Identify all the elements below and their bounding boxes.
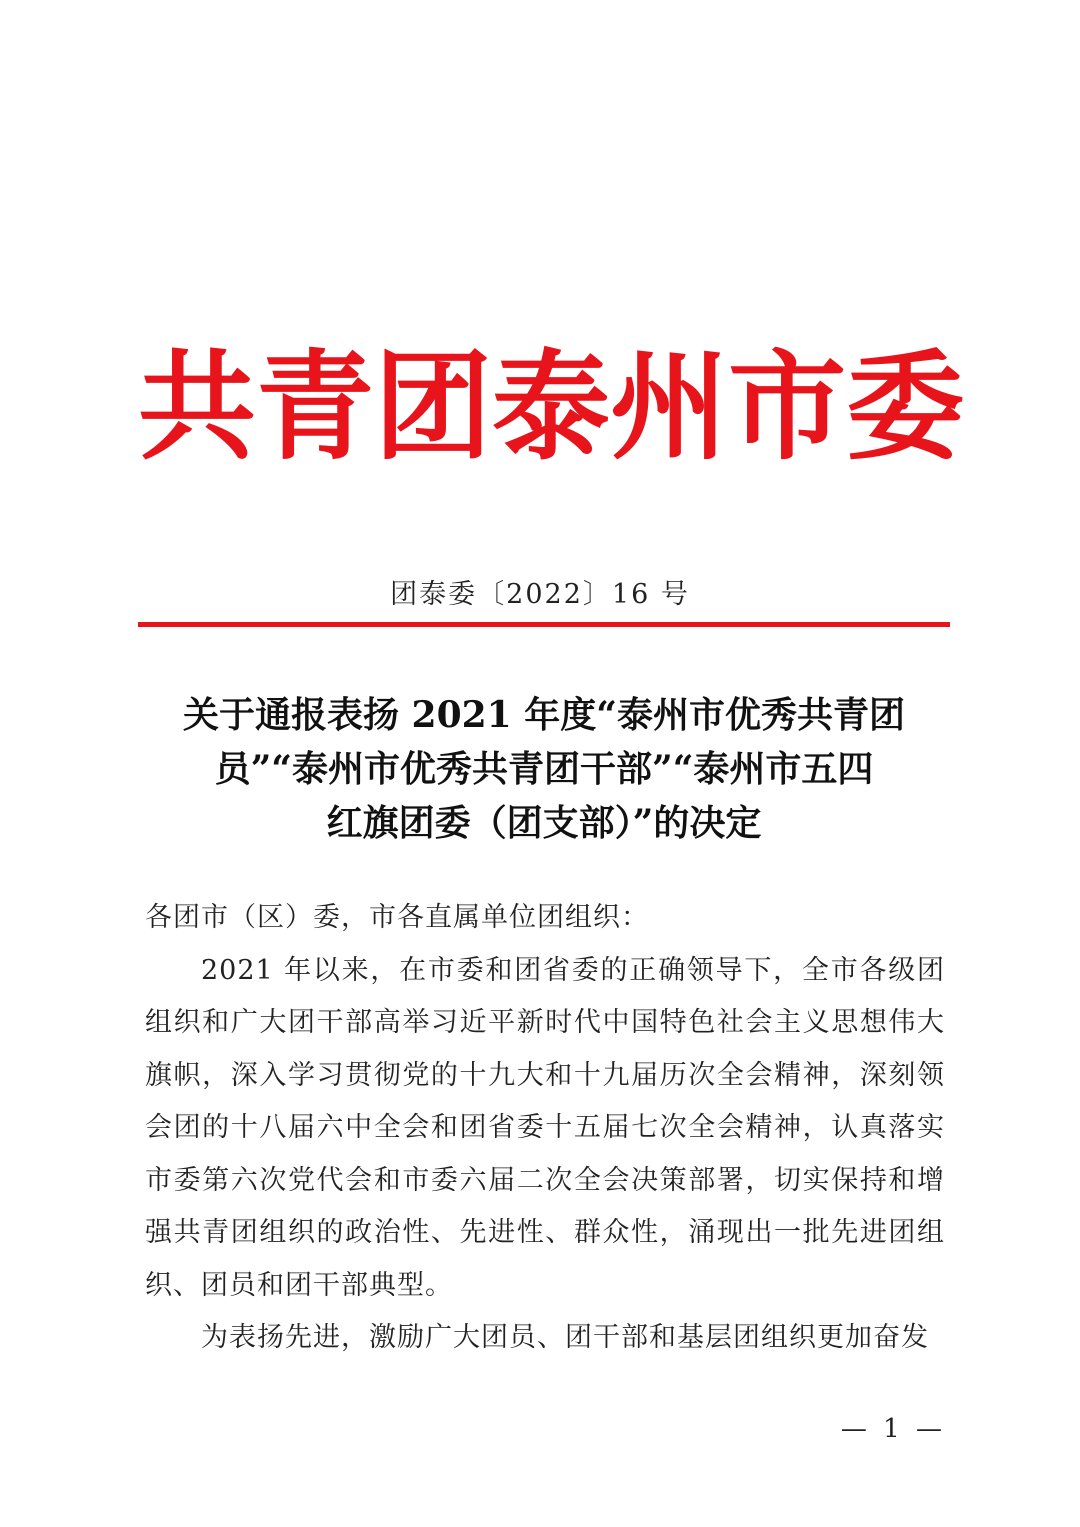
document-title-line: 员”“泰州市优秀共青团干部”“泰州市五四 xyxy=(214,748,874,790)
body-paragraph: 2021 年以来，在市委和团省委的正确领导下，全市各级团组织和广大团干部高举习近平新时代中国特色社会主义思想伟大旗帜，深入学习贯彻党的十九大和十九届历次全会精神，深刻领会团的十八届六中全会和团省委十五届七次全会精神，认真落实市委第六次党代会和市委六届二次全会决策部署，切实保持和增强共青团组织的政治性、先进性、群众性，涌现出一批先进团组织、团员和团干部典型。 xyxy=(145,954,945,1301)
title-char: 团 xyxy=(374,337,493,476)
document-body xyxy=(145,892,945,1365)
document-title xyxy=(138,688,950,850)
title-char: 市 xyxy=(728,337,847,476)
title-char: 泰 xyxy=(492,337,611,476)
document-number: 团泰委〔2022〕16 号 xyxy=(390,579,690,610)
title-char: 青 xyxy=(256,337,375,476)
document-title-line: 红旗团委（团支部）”的决定 xyxy=(326,802,762,844)
issuing-organization-title xyxy=(138,332,965,482)
title-char: 共 xyxy=(138,337,257,476)
salutation: 各团市（区）委，市各直属单位团组织： xyxy=(145,902,649,933)
body-paragraph: 为表扬先进，激励广大团员、团干部和基层团组织更加奋发 xyxy=(201,1322,929,1353)
document-title-line: 关于通报表扬 2021 年度“泰州市优秀共青团 xyxy=(183,694,905,736)
title-char: 州 xyxy=(610,337,729,476)
page-number: — 1 — xyxy=(840,1414,946,1444)
title-char: 委 xyxy=(846,337,965,476)
red-divider-line xyxy=(138,622,950,627)
